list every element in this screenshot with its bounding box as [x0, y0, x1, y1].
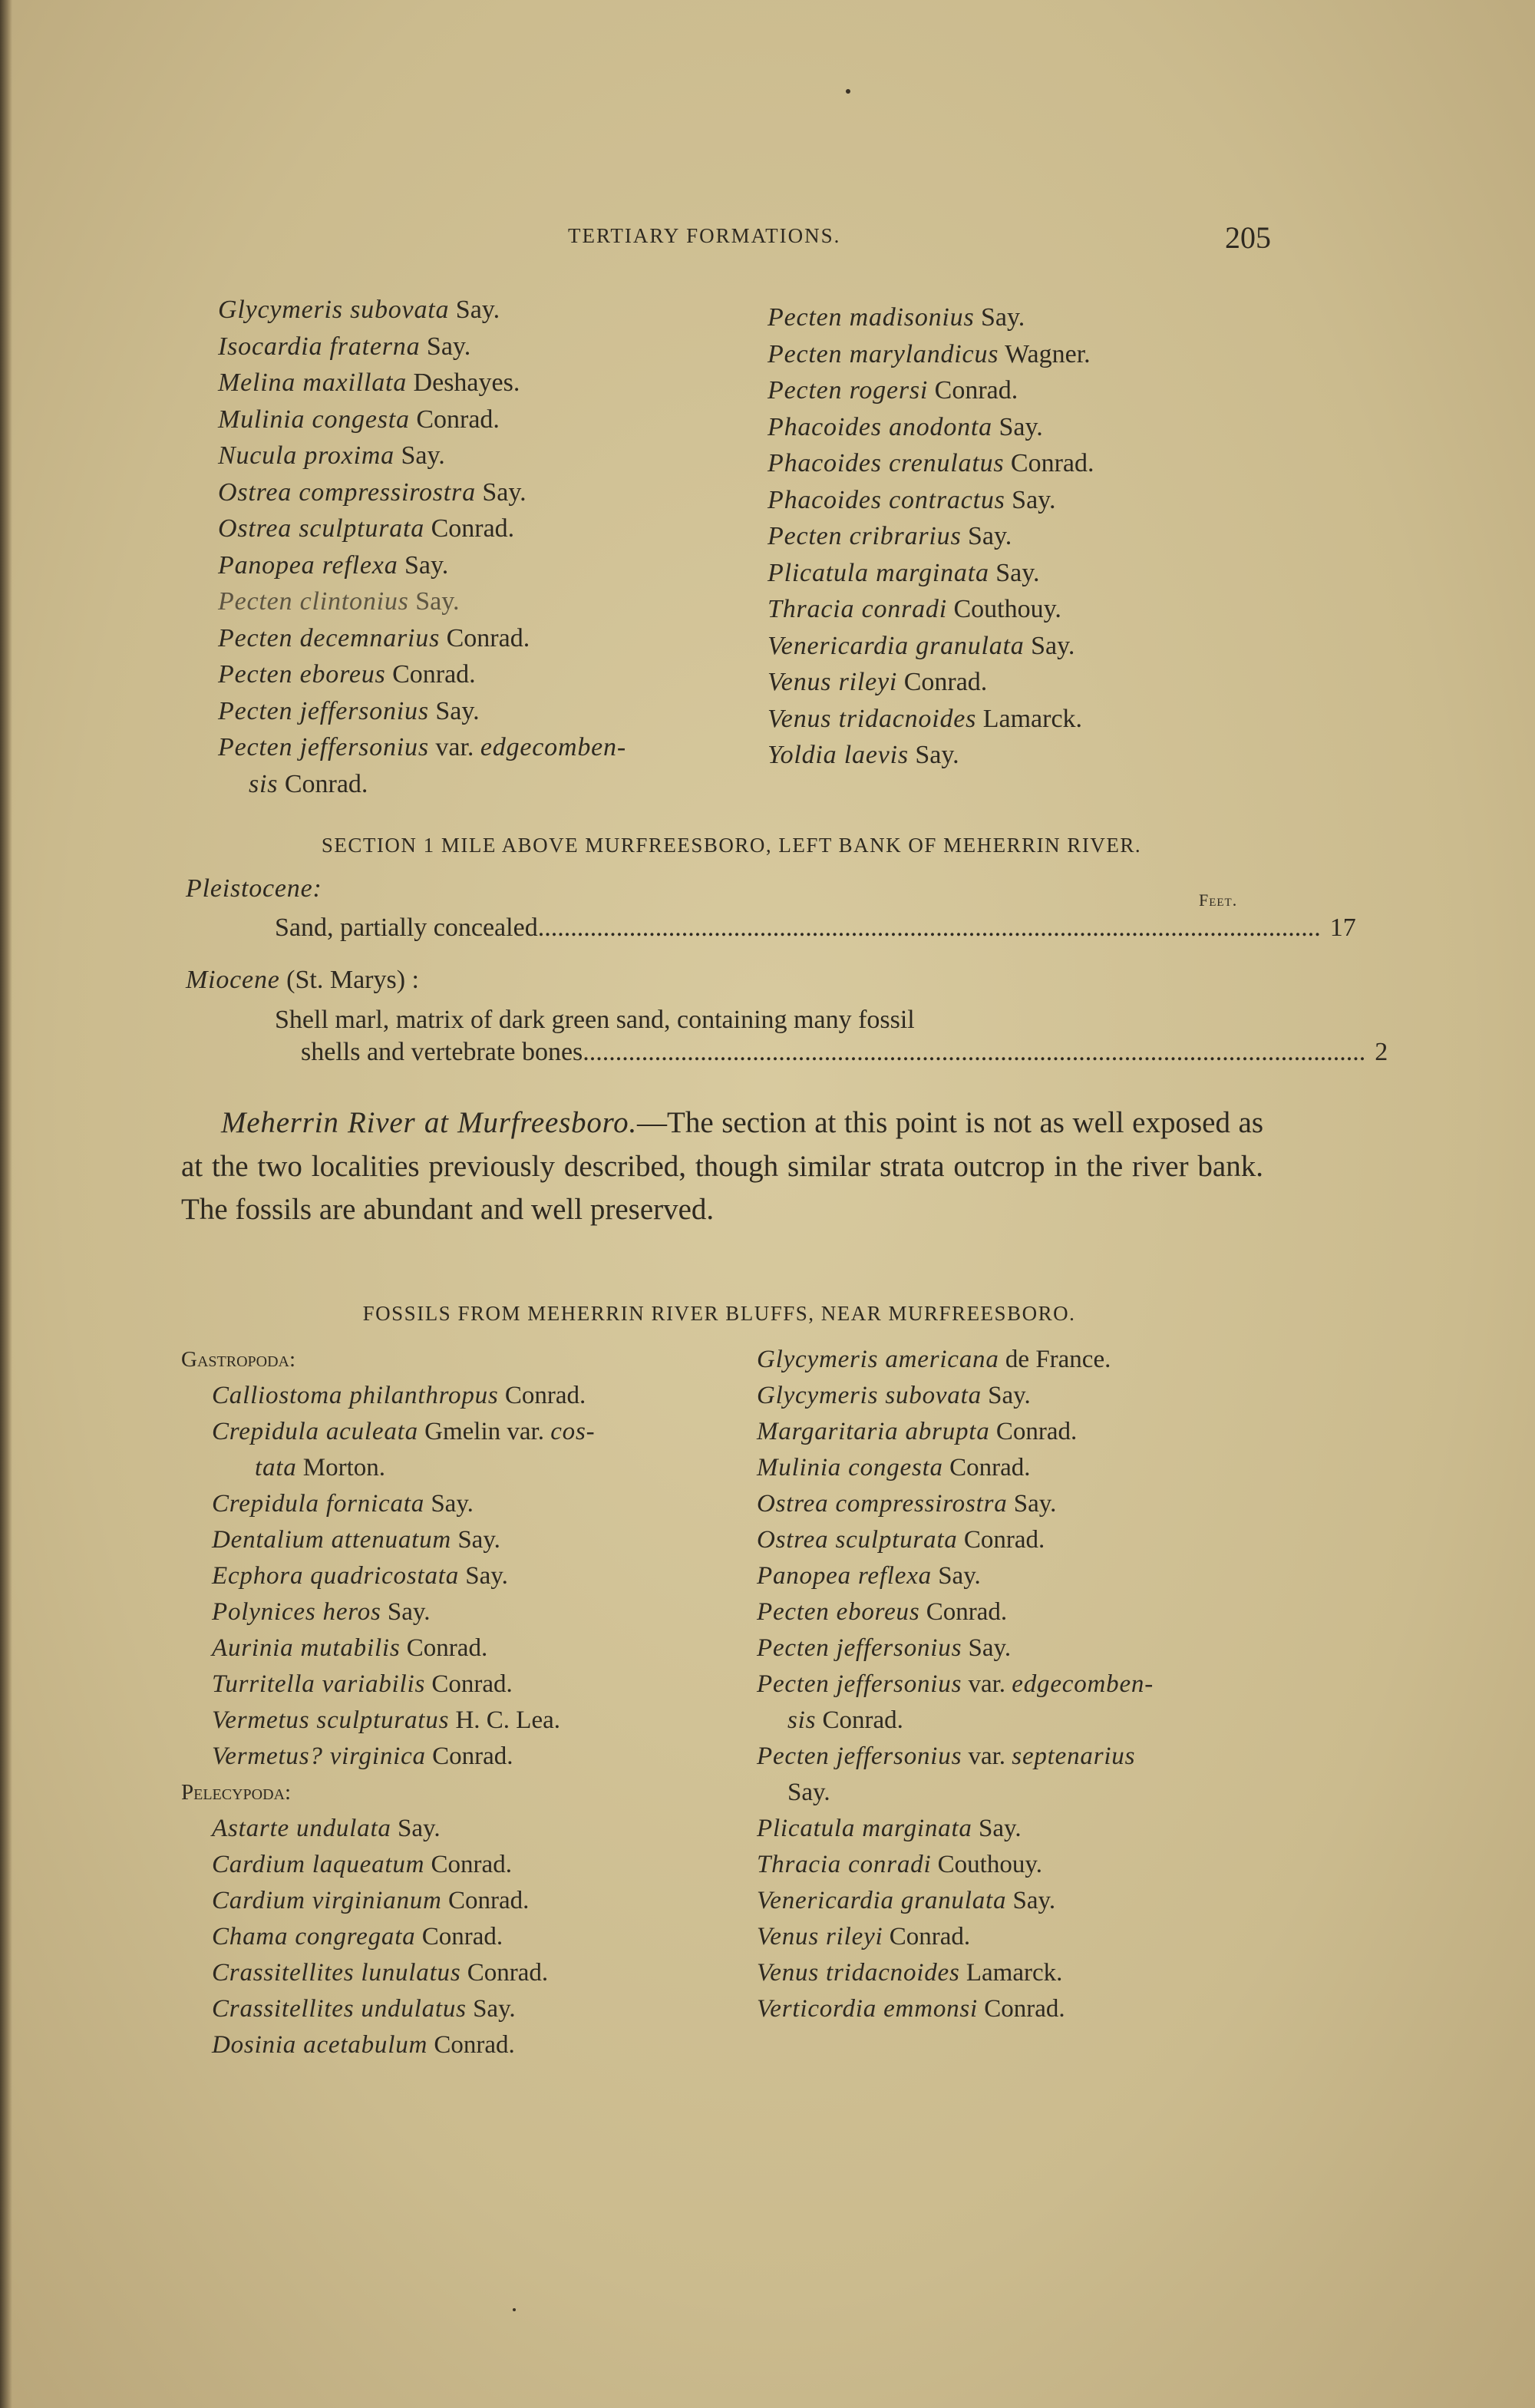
list-item: Venericardia granulata Say. [768, 631, 1075, 660]
list-item: Glycymeris americana de France. [757, 1346, 1111, 1373]
list-item: Crassitellites lunulatus Conrad. [212, 1959, 549, 1987]
list-item: Phacoides contractus Say. [768, 485, 1056, 514]
list-item: Pecten jeffersonius var. septenarius [757, 1742, 1136, 1770]
fossils-list-right [757, 1342, 1154, 2027]
list-item: Pecten eboreus Conrad. [757, 1598, 1008, 1626]
list-item: Pecten clintonius Say. [218, 587, 460, 616]
section-entry-sand [275, 913, 1356, 943]
list-item: Venus tridacnoides Lamarck. [768, 704, 1083, 733]
entry-text: shells and vertebrate bones [301, 1038, 583, 1066]
section-entry-shell [301, 1038, 1388, 1067]
list-item: Glycymeris subovata Say. [218, 296, 500, 324]
list-item: Glycymeris subovata Say. [757, 1382, 1031, 1409]
page-number: 205 [1225, 220, 1271, 255]
list-item: Pecten madisonius Say. [768, 303, 1025, 332]
list-item: Phacoides anodonta Say. [768, 412, 1043, 441]
list-item: Chama congregata Conrad. [212, 1923, 503, 1951]
list-item: Mulinia congesta Conrad. [218, 405, 500, 434]
species-list-left [218, 292, 626, 802]
feet-column-label: Feet. [1199, 890, 1238, 910]
list-item: Astarte undulata Say. [212, 1815, 441, 1842]
leader-dots: ........................................................................................................................ [537, 913, 1321, 942]
list-item: Crepidula aculeata Gmelin var. cos- [212, 1418, 596, 1445]
list-item: Melina maxillata Deshayes. [218, 368, 520, 397]
list-item: Say. [787, 1779, 830, 1806]
list-item: Thracia conradi Couthouy. [768, 595, 1061, 623]
species-list-right [768, 299, 1094, 774]
list-item: Pecten decemnarius Conrad. [218, 623, 530, 652]
list-item: Panopea reflexa Say. [757, 1562, 981, 1590]
ink-speck [513, 2308, 516, 2311]
body-paragraph [181, 1102, 1263, 1232]
list-item: Dosinia acetabulum Conrad. [212, 2031, 515, 2059]
gastropoda-label: Gastropoda: [181, 1347, 296, 1372]
running-head-title: TERTIARY FORMATIONS. [568, 224, 841, 247]
list-item: Calliostoma philanthropus Conrad. [212, 1382, 586, 1409]
list-item: Pecten cribrarius Say. [768, 522, 1012, 550]
list-item: Ostrea sculpturata Conrad. [218, 514, 515, 543]
list-item: Vermetus? virginica Conrad. [212, 1742, 513, 1770]
list-item: Vermetus sculpturatus H. C. Lea. [212, 1706, 561, 1734]
list-item: Cardium virginianum Conrad. [212, 1887, 530, 1914]
list-item: Pecten jeffersonius Say. [757, 1634, 1012, 1662]
list-item: Turritella variabilis Conrad. [212, 1670, 513, 1698]
list-item: Venus rileyi Conrad. [757, 1923, 971, 1951]
list-item: Ecphora quadricostata Say. [212, 1562, 508, 1590]
list-item: sis Conrad. [249, 769, 368, 798]
fossils-heading: FOSSILS FROM MEHERRIN RIVER BLUFFS, NEAR MURFREESBORO. [362, 1302, 1076, 1325]
list-item: Crepidula fornicata Say. [212, 1490, 474, 1518]
list-item: Yoldia laevis Say. [768, 741, 959, 769]
list-item: Pecten jeffersonius Say. [218, 696, 480, 725]
list-item: Panopea reflexa Say. [218, 550, 449, 580]
paragraph-text: —The section at this point is not as well exposed as at the two localities previously described, though similar strata outcrop in the river bank. The fossils are abundant and well preserved. [181, 1106, 1263, 1226]
list-item: Venus rileyi Conrad. [768, 668, 988, 696]
entry-feet: 17 [1329, 913, 1356, 942]
list-item: Pecten jeffersonius var. edgecomben- [757, 1670, 1154, 1698]
list-item: Polynices heros Say. [212, 1598, 431, 1626]
list-item: Phacoides crenulatus Conrad. [768, 449, 1094, 477]
list-item: Venericardia granulata Say. [757, 1887, 1056, 1914]
miocene-line: Miocene (St. Marys) : [186, 966, 419, 994]
list-item: Plicatula marginata Say. [757, 1815, 1022, 1842]
list-item: Ostrea compressirostra Say. [218, 477, 527, 507]
list-item: Pecten jeffersonius var. edgecomben- [218, 733, 626, 761]
list-item: Venus tridacnoides Lamarck. [757, 1959, 1063, 1987]
list-item: Cardium laqueatum Conrad. [212, 1851, 512, 1878]
section-entry-shell-line1: Shell marl, matrix of dark green sand, containing many fossil [275, 1006, 915, 1034]
section-heading: SECTION 1 MILE ABOVE MURFREESBORO, LEFT BANK OF MEHERRIN RIVER. [321, 834, 1142, 857]
list-item: Pecten eboreus Conrad. [218, 660, 476, 689]
list-item: sis Conrad. [787, 1706, 903, 1734]
entry-feet: 2 [1375, 1038, 1388, 1066]
pelecypoda-label: Pelecypoda: [181, 1780, 292, 1805]
entry-text: Sand, partially concealed [275, 913, 538, 942]
list-item: Margaritaria abrupta Conrad. [757, 1418, 1078, 1445]
list-item: Plicatula marginata Say. [768, 558, 1040, 587]
leader-dots: ........................................................................................................................ [583, 1038, 1366, 1066]
list-item: Verticordia emmonsi Conrad. [757, 1995, 1065, 2023]
pleistocene-label: Pleistocene: [186, 874, 322, 903]
list-item: Nucula proxima Say. [218, 441, 445, 470]
list-item: Ostrea sculpturata Conrad. [757, 1526, 1045, 1554]
list-item: Mulinia congesta Conrad. [757, 1454, 1031, 1481]
list-item: Ostrea compressirostra Say. [757, 1490, 1057, 1518]
list-item: Dentalium attenuatum Say. [212, 1526, 500, 1554]
list-item: Pecten rogersi Conrad. [768, 376, 1018, 405]
list-item: Pecten marylandicus Wagner. [768, 339, 1091, 368]
page-binding-edge [0, 0, 12, 2408]
ink-speck [846, 89, 850, 94]
list-item: Isocardia fraterna Say. [218, 332, 471, 361]
fossils-list-left [181, 1342, 595, 2063]
paragraph-heading: Meherrin River at Murfreesboro. [221, 1106, 638, 1139]
list-item: Thracia conradi Couthouy. [757, 1851, 1042, 1878]
list-item: Crassitellites undulatus Say. [212, 1995, 516, 2023]
list-item: Aurinia mutabilis Conrad. [212, 1634, 488, 1662]
list-item: tata Morton. [255, 1454, 386, 1481]
